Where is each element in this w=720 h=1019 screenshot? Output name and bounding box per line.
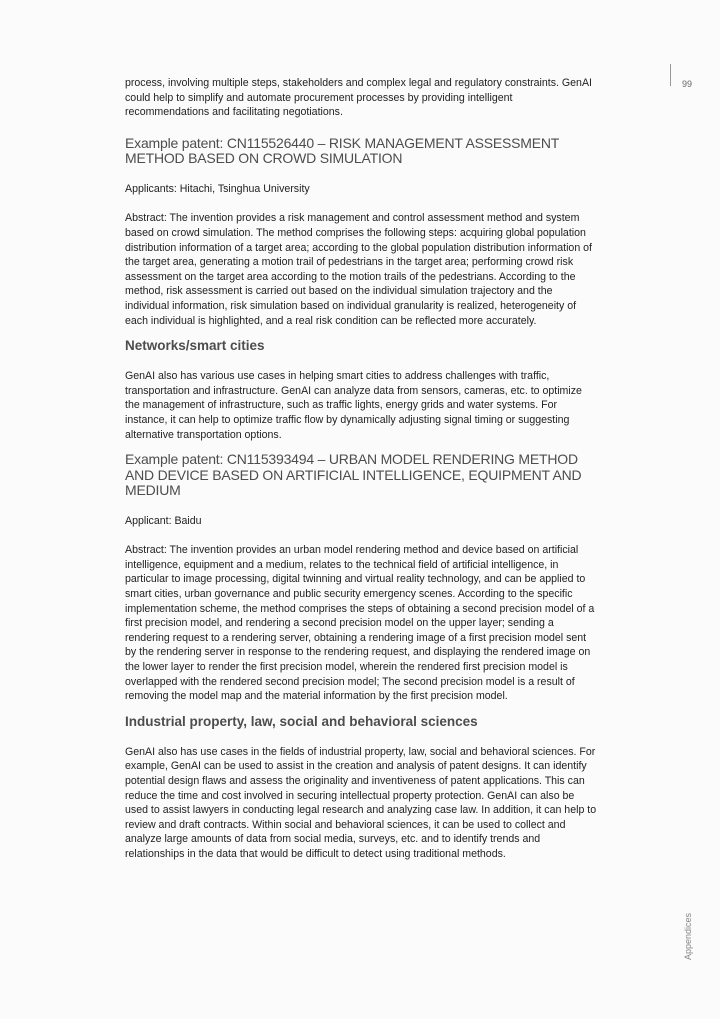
patent-2-applicants: Applicant: Baidu	[125, 514, 202, 527]
intro-paragraph: process, involving multiple steps, stakeholders and complex legal and regulatory constraints. GenAI could help to simplify and automate procurement processes by providing intelligent recommendations and facilitating negotiations.	[125, 77, 592, 119]
patent-2-abstract: Abstract: The invention provides an urban model rendering method and device based on artificial intelligence, equipment and a medium, relates to the technical field of artificial intelligence, in particular to image processing, digital twinning and virtual reality technology, and can be applied to smart cities, urban governance and public security emergency scenes. According to the specific implementation scheme, the method comprises the steps of obtaining a second precision model of a first precision model, and rendering a second precision model on the upper layer; sending a rendering request to a rendering server, obtaining a rendering image of a first precision model sent by the rendering server in response to the rendering request, and displaying the rendered image on the lower layer to render the first precision model, wherein the rendered first precision model is overlapped with the rendered second precision model; The second precision model is a result of removing the model map and the material information by the first precision model.	[125, 544, 595, 703]
patent-1-abstract: Abstract: The invention provides a risk management and control assessment method and system based on crowd simulation. The method comprises the following steps: acquiring global population distribution information of a target area; according to the global population distribution information of the target area, generating a motion trail of pedestrians in the target area; performing crowd risk assessment on the target area according to the motion trails of the pedestrians. According to the method, risk assessment is carried out based on the individual simulation trajectory and the individual information, risk simulation based on individual granularity is realized, heterogeneity of each individual is highlighted, and a real risk condition can be reflected more accurately.	[125, 212, 592, 327]
patent-2-heading: Example patent: CN115393494 – URBAN MODEL RENDERING METHOD AND DEVICE BASED ON ARTIFICIAL INTELLIGENCE, EQUIPMENT AND MEDIUM	[125, 451, 582, 499]
page-content	[125, 76, 597, 861]
page-number: 99	[682, 79, 693, 89]
networks-body: GenAI also has various use cases in helping smart cities to address challenges with traffic, transportation and infrastructure. GenAI can analyze data from sensors, cameras, etc. to optimize the management of infrastructure, such as traffic lights, energy grids and water systems. For instance, it can help to optimize traffic flow by dynamically adjusting signal timing or suggesting alternative transportation options.	[125, 370, 582, 441]
patent-1-applicants: Applicants: Hitachi, Tsinghua University	[125, 182, 310, 195]
section-side-label: Appendices	[683, 912, 693, 960]
industrial-body: GenAI also has use cases in the fields of industrial property, law, social and behavioral sciences. For example, GenAI can be used to assist in the creation and analysis of patent designs. It can identify potential design flaws and assess the originality and inventiveness of patent applications. This can reduce the time and cost involved in securing intellectual property protection. GenAI can also be used to assist lawyers in conducting legal research and analyzing case law. In addition, it can help to review and draft contracts. Within social and behavioral sciences, it can be used to collect and analyze large amounts of data from social media, surveys, etc. and to identify trends and relationships in the data that would be difficult to detect using traditional methods.	[125, 745, 597, 860]
networks-heading: Networks/smart cities	[125, 338, 265, 354]
page-number-rule	[670, 64, 671, 86]
industrial-heading: Industrial property, law, social and behavioral sciences	[125, 713, 478, 729]
patent-1-heading: Example patent: CN115526440 – RISK MANAGEMENT ASSESSMENT METHOD BASED ON CROWD SIMULATION	[125, 134, 559, 167]
